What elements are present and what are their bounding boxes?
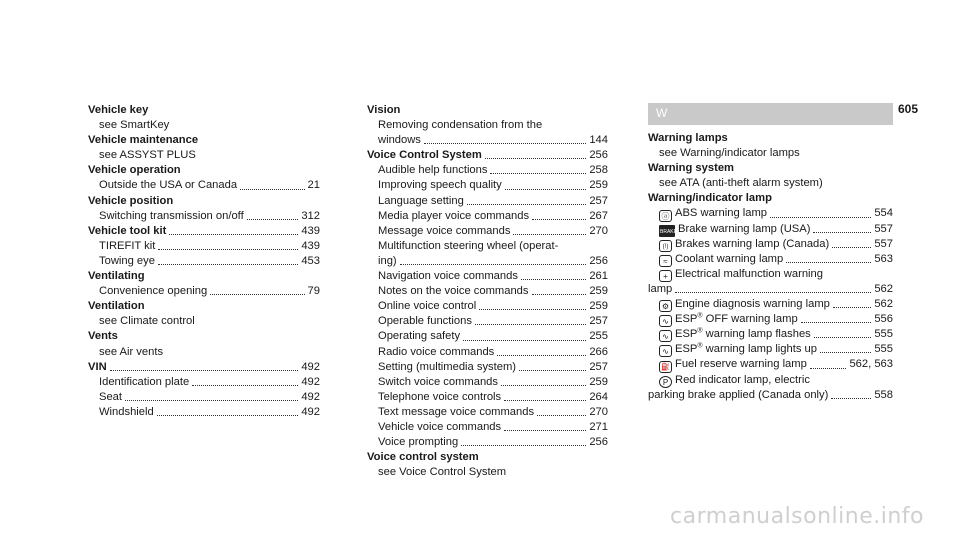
- row-page: 562: [874, 298, 893, 311]
- row-text: Text message voice commands: [378, 405, 535, 418]
- row-page: 264: [589, 390, 608, 403]
- engine-icon: ⚙: [659, 300, 672, 312]
- section-letter-bar: [648, 103, 893, 125]
- row-text: Outside the USA or Canada: [99, 179, 238, 192]
- index-row: [88, 284, 320, 299]
- row-text: Switching transmission on/off: [99, 209, 244, 222]
- section-letter: W: [656, 106, 668, 121]
- row-page: 267: [589, 209, 608, 222]
- leader-dots: [490, 173, 586, 174]
- esp-suffix: OFF warning lamp: [702, 313, 798, 326]
- row-text: windows: [378, 134, 421, 147]
- index-row: [648, 357, 893, 372]
- leader-dots: [424, 143, 586, 144]
- row-text: Operating safety: [378, 330, 461, 343]
- parking-icon: P: [659, 376, 672, 388]
- index-row: [648, 297, 893, 312]
- leader-dots: [813, 232, 871, 233]
- row-text: Online voice control: [378, 300, 477, 313]
- esp-label: ESP: [675, 328, 698, 341]
- leader-dots: [247, 219, 299, 220]
- leader-dots: [532, 219, 586, 220]
- row-text: Improving speech quality: [378, 179, 502, 192]
- row-text: ABS warning lamp: [675, 207, 768, 220]
- leader-dots: [675, 292, 871, 293]
- row-page: 259: [589, 375, 608, 388]
- index-row: [367, 178, 608, 193]
- row-text: Brake warning lamp (USA): [678, 222, 811, 235]
- leader-dots: [820, 352, 871, 353]
- leader-dots: [210, 294, 304, 295]
- index-row: [367, 209, 608, 224]
- row-page: 453: [301, 254, 320, 267]
- index-row: [367, 284, 608, 299]
- index-row: [367, 299, 608, 314]
- registered-mark: ®: [697, 312, 703, 320]
- row-text: Engine diagnosis warning lamp: [675, 298, 830, 311]
- leader-dots: [505, 189, 587, 190]
- abs-icon: ⓐ: [659, 210, 672, 222]
- leader-dots: [504, 430, 586, 431]
- index-row: [648, 312, 893, 327]
- see-voice-control-system: see Voice Control System: [378, 466, 507, 479]
- esp-suffix: warning lamp lights up: [702, 343, 817, 356]
- index-column-3: [648, 103, 893, 403]
- index-row: [88, 209, 320, 224]
- leader-dots: [814, 337, 872, 338]
- row-text: Voice Control System: [367, 149, 482, 162]
- index-row: [648, 282, 893, 297]
- see-air-vents: see Air vents: [99, 345, 164, 358]
- row-text: Notes on the voice commands: [378, 285, 529, 298]
- row-text: ing): [378, 254, 397, 267]
- row-page: 21: [307, 179, 320, 192]
- row-page: 492: [301, 405, 320, 418]
- row-text: [675, 342, 817, 357]
- row-text: Vehicle voice commands: [378, 420, 502, 433]
- leader-dots: [504, 400, 586, 401]
- index-column-1: [88, 103, 320, 420]
- entry-warning-indicator-lamp: Warning/indicator lamp: [648, 192, 772, 205]
- row-page: 256: [589, 436, 608, 449]
- entry-voice-control-system: [367, 148, 608, 163]
- entry-vehicle-operation: Vehicle operation: [88, 164, 181, 177]
- row-text: Setting (multimedia system): [378, 360, 517, 373]
- index-row: [367, 314, 608, 329]
- fuel-icon: ⛽: [659, 361, 672, 373]
- see-climate-control: see Climate control: [99, 315, 195, 328]
- index-row: [367, 390, 608, 405]
- entry-vehicle-tool-kit: [88, 224, 320, 239]
- row-text: lamp: [648, 282, 673, 295]
- row-text: Message voice commands: [378, 224, 511, 237]
- esp-off-icon: ∿: [659, 315, 672, 327]
- leader-dots: [475, 324, 586, 325]
- row-page: 555: [874, 328, 893, 341]
- row-page: 562, 563: [849, 358, 893, 371]
- entry-warning-lamps: Warning lamps: [648, 132, 728, 144]
- leader-dots: [192, 385, 298, 386]
- leader-dots: [158, 264, 298, 265]
- brake-icon: BRAKE: [659, 225, 675, 237]
- index-row: [367, 133, 608, 148]
- row-text: Telephone voice controls: [378, 390, 502, 403]
- index-row: [367, 435, 608, 450]
- entry-vin: [88, 360, 320, 375]
- entry-ventilating: Ventilating: [88, 270, 145, 283]
- entry-vision: Vision: [367, 104, 401, 116]
- row-page: 258: [589, 164, 608, 177]
- row-page: 439: [301, 224, 320, 237]
- vision-sub-line1: Removing condensation from the: [378, 119, 543, 132]
- entry-warning-system: Warning system: [648, 162, 734, 175]
- leader-dots: [521, 279, 586, 280]
- row-page: 256: [589, 254, 608, 267]
- row-text: Convenience opening: [99, 285, 208, 298]
- multifunction-line1: Multifunction steering wheel (operat-: [378, 239, 559, 252]
- entry-ventilation: Ventilation: [88, 300, 145, 313]
- row-text: Towing eye: [99, 254, 155, 267]
- row-page: 271: [589, 420, 608, 433]
- index-row: [88, 239, 320, 254]
- row-text: Red indicator lamp, electric: [675, 373, 810, 386]
- row-text: Coolant warning lamp: [675, 252, 784, 265]
- index-row: [367, 163, 608, 178]
- leader-dots: [810, 368, 847, 369]
- row-text: VIN: [88, 360, 107, 373]
- entry-voice-control-system-lower: Voice control system: [367, 451, 479, 464]
- index-row: [367, 420, 608, 435]
- index-row: [88, 390, 320, 405]
- row-page: 555: [874, 343, 893, 356]
- index-row: [648, 222, 893, 237]
- index-row: [648, 342, 893, 357]
- row-text: Navigation voice commands: [378, 270, 518, 283]
- leader-dots: [485, 158, 587, 159]
- row-page: 257: [589, 194, 608, 207]
- entry-vents: Vents: [88, 330, 118, 343]
- leader-dots: [158, 249, 298, 250]
- row-page: 257: [589, 315, 608, 328]
- row-text: Radio voice commands: [378, 345, 495, 358]
- row-page: 255: [589, 330, 608, 343]
- index-row: [648, 252, 893, 267]
- row-text: Identification plate: [99, 375, 190, 388]
- row-page: 492: [301, 390, 320, 403]
- entry-vehicle-maintenance: Vehicle maintenance: [88, 134, 199, 147]
- index-row: [367, 224, 608, 239]
- row-text: Fuel reserve warning lamp: [675, 358, 807, 371]
- index-row: [88, 405, 320, 420]
- row-text: Electrical malfunction warning: [675, 267, 823, 280]
- index-row: [367, 254, 608, 269]
- esp-label: ESP: [675, 313, 698, 326]
- index-row: [367, 329, 608, 344]
- row-page: 492: [301, 360, 320, 373]
- leader-dots: [831, 398, 871, 399]
- leader-dots: [400, 264, 587, 265]
- row-text: Voice prompting: [378, 436, 459, 449]
- row-page: 270: [589, 405, 608, 418]
- entry-vehicle-key: Vehicle key: [88, 104, 149, 116]
- row-page: 439: [301, 239, 320, 252]
- row-page: 492: [301, 375, 320, 388]
- row-text: TIREFIT kit: [99, 239, 156, 252]
- index-row: [88, 254, 320, 269]
- index-row: [367, 269, 608, 284]
- row-text: Vehicle tool kit: [88, 224, 167, 237]
- index-row: [367, 405, 608, 420]
- row-page: 557: [874, 237, 893, 250]
- see-smartkey: see SmartKey: [99, 119, 170, 132]
- leader-dots: [110, 370, 299, 371]
- brake-circle-icon: (!): [659, 240, 672, 252]
- row-page: 563: [874, 252, 893, 265]
- entry-vehicle-position: Vehicle position: [88, 194, 174, 207]
- leader-dots: [770, 217, 871, 218]
- index-row: [648, 206, 893, 221]
- index-row: [648, 237, 893, 252]
- leader-dots: [519, 370, 586, 371]
- leader-dots: [497, 355, 586, 356]
- leader-dots: [832, 247, 871, 248]
- leader-dots: [467, 204, 586, 205]
- row-text: Language setting: [378, 194, 464, 207]
- row-page: 266: [589, 345, 608, 358]
- row-text: Operable functions: [378, 315, 472, 328]
- index-row: [367, 345, 608, 360]
- row-page: 556: [874, 313, 893, 326]
- leader-dots: [786, 262, 871, 263]
- see-ata: see ATA (anti-theft alarm system): [659, 177, 823, 190]
- registered-mark: ®: [697, 342, 703, 350]
- leader-dots: [125, 400, 298, 401]
- row-text: Switch voice commands: [378, 375, 498, 388]
- coolant-icon: ≈: [659, 255, 672, 267]
- leader-dots: [463, 340, 586, 341]
- leader-dots: [513, 234, 586, 235]
- see-assyst-plus: see ASSYST PLUS: [99, 149, 196, 162]
- index-row: [88, 375, 320, 390]
- leader-dots: [169, 234, 298, 235]
- battery-icon: +: [659, 270, 672, 282]
- row-text: Media player voice commands: [378, 209, 530, 222]
- row-text: Brakes warning lamp (Canada): [675, 237, 830, 250]
- index-row: [648, 327, 893, 342]
- row-page: 259: [589, 285, 608, 298]
- esp-icon: ∿: [659, 345, 672, 357]
- leader-dots: [801, 322, 872, 323]
- leader-dots: [501, 385, 586, 386]
- row-text: Windshield: [99, 405, 154, 418]
- row-page: 261: [589, 270, 608, 283]
- leader-dots: [461, 445, 586, 446]
- watermark: carmanualsonline.info: [670, 504, 924, 529]
- row-page: 562: [874, 282, 893, 295]
- row-page: 259: [589, 300, 608, 313]
- leader-dots: [157, 415, 299, 416]
- leader-dots: [537, 415, 586, 416]
- row-page: 558: [874, 388, 893, 401]
- index-row: [648, 388, 893, 403]
- leader-dots: [532, 294, 587, 295]
- index-row: [367, 194, 608, 209]
- row-text: parking brake applied (Canada only): [648, 388, 829, 401]
- row-page: 259: [589, 179, 608, 192]
- row-page: 79: [307, 285, 320, 298]
- page-number: 605: [897, 102, 918, 116]
- leader-dots: [833, 307, 871, 308]
- row-text: [675, 312, 798, 327]
- index-row: [88, 178, 320, 193]
- row-page: 270: [589, 224, 608, 237]
- esp-suffix: warning lamp flashes: [702, 328, 811, 341]
- row-text: Audible help functions: [378, 164, 488, 177]
- index-row: [367, 375, 608, 390]
- leader-dots: [479, 309, 586, 310]
- row-text: [675, 327, 811, 342]
- row-page: 256: [589, 149, 608, 162]
- row-page: 557: [874, 222, 893, 235]
- row-page: 554: [874, 207, 893, 220]
- esp-label: ESP: [675, 343, 698, 356]
- leader-dots: [240, 189, 304, 190]
- index-row: [648, 267, 893, 282]
- row-page: 312: [301, 209, 320, 222]
- index-column-2: [367, 103, 608, 480]
- row-page: 257: [589, 360, 608, 373]
- registered-mark: ®: [697, 327, 703, 335]
- esp-icon: ∿: [659, 330, 672, 342]
- see-warning-indicator-lamps: see Warning/indicator lamps: [659, 147, 800, 160]
- index-row: [648, 373, 893, 388]
- index-row: [367, 360, 608, 375]
- row-page: 144: [589, 134, 608, 147]
- row-text: Seat: [99, 390, 123, 403]
